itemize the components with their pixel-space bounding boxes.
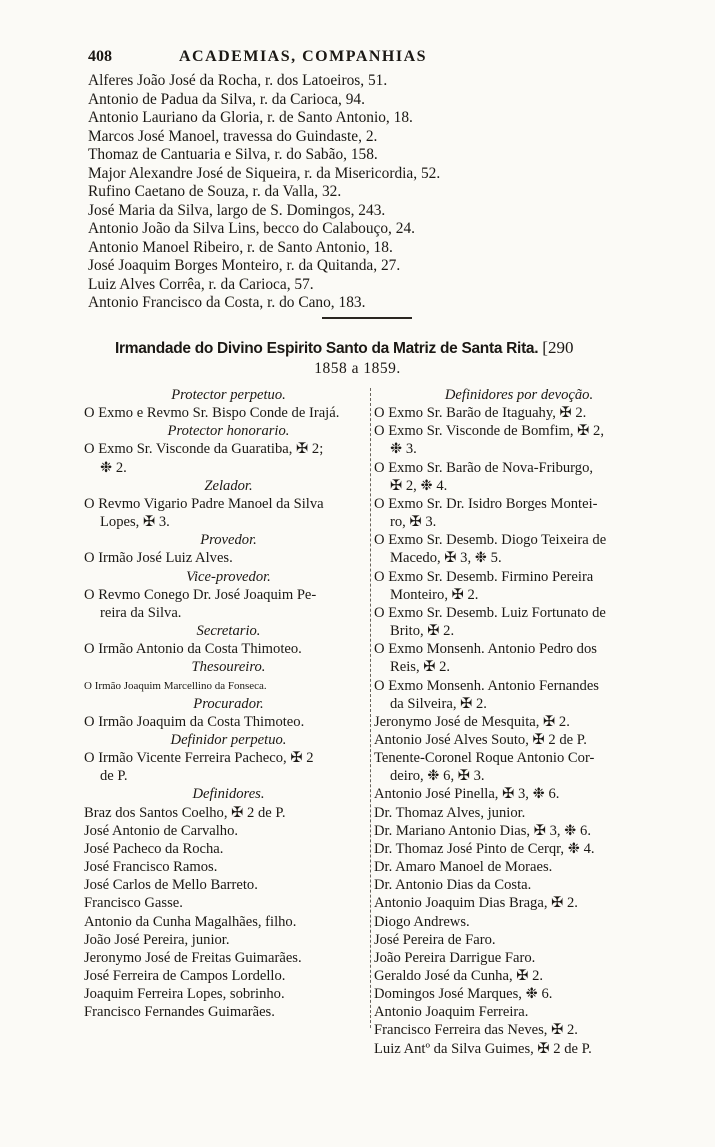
member-entry: Macedo, ✠ 3, ❉ 5. bbox=[390, 550, 502, 567]
member-entry: Dr. Thomaz Alves, junior. bbox=[374, 804, 526, 821]
member-entry: O Exmo Monsenh. Antonio Pedro dos bbox=[374, 641, 597, 658]
member-entry: de P. bbox=[100, 768, 128, 785]
member-entry: João Pereira Darrigue Faro. bbox=[374, 949, 536, 966]
role-heading: Thesoureiro. bbox=[191, 659, 266, 676]
member-entry: reira da Silva. bbox=[100, 604, 182, 621]
address-entry: Major Alexandre José de Siqueira, r. da Misericordia, 52. bbox=[88, 164, 441, 182]
member-entry: Diogo Andrews. bbox=[374, 913, 470, 930]
section-title-text: Irmandade do Divino Espirito Santo da Matriz de Santa Rita. bbox=[115, 340, 539, 357]
role-heading: Definidores. bbox=[192, 786, 265, 803]
address-list bbox=[88, 72, 648, 313]
member-entry: Geraldo José da Cunha, ✠ 2. bbox=[374, 968, 544, 984]
member-entry: José Carlos de Mello Barreto. bbox=[84, 877, 258, 894]
column-divider bbox=[370, 388, 371, 1028]
address-entry: José Joaquim Borges Monteiro, r. da Quitanda, 27. bbox=[88, 257, 401, 274]
member-entry: Francisco Ferreira das Neves, ✠ 2. bbox=[374, 1022, 578, 1039]
role-heading: Zelador. bbox=[204, 477, 253, 494]
member-entry: O Revmo Vigario Padre Manoel da Silva bbox=[84, 495, 324, 512]
address-entry: Thomaz de Cantuaria e Silva, r. do Sabão, 158. bbox=[88, 146, 378, 163]
member-entry: da Silveira, ✠ 2. bbox=[390, 695, 487, 712]
member-entry: O Exmo e Revmo Sr. Bispo Conde de Irajá. bbox=[84, 405, 340, 422]
left-column bbox=[84, 386, 373, 1021]
member-entry: O Irmão Joaquim da Costa Thimoteo. bbox=[84, 713, 305, 730]
member-entry: Jeronymo José de Mesquita, ✠ 2. bbox=[374, 713, 570, 730]
role-heading: Protector perpetuo. bbox=[171, 387, 286, 403]
member-entry: O Revmo Conego Dr. José Joaquim Pe- bbox=[84, 586, 317, 603]
member-entry: João José Pereira, junior. bbox=[84, 931, 230, 948]
address-entry: Luiz Alves Corrêa, r. da Carioca, 57. bbox=[88, 275, 314, 293]
member-entry: deiro, ❉ 6, ✠ 3. bbox=[390, 768, 485, 785]
member-entry: Luiz Antº da Silva Guimes, ✠ 2 de P. bbox=[374, 1040, 592, 1057]
address-entry: José Maria da Silva, largo de S. Domingos, 243. bbox=[88, 201, 386, 219]
member-entry: Lopes, ✠ 3. bbox=[100, 514, 170, 531]
address-entry: Antonio Francisco da Costa, r. do Cano, 183. bbox=[88, 294, 366, 311]
member-entry: O Exmo Sr. Dr. Isidro Borges Montei- bbox=[374, 495, 598, 512]
member-entry: Dr. Mariano Antonio Dias, ✠ 3, ❉ 6. bbox=[374, 822, 591, 839]
member-entry: O Exmo Sr. Visconde da Guaratiba, ✠ 2; bbox=[84, 441, 324, 458]
member-entry: Antonio José Pinella, ✠ 3, ❉ 6. bbox=[374, 786, 560, 803]
role-heading: Vice-provedor. bbox=[186, 568, 271, 585]
member-entry: Tenente-Coronel Roque Antonio Cor- bbox=[374, 750, 595, 767]
section-title bbox=[115, 338, 635, 358]
right-column bbox=[374, 386, 664, 1058]
member-entry: O Exmo Sr. Desemb. Luiz Fortunato de bbox=[374, 604, 606, 621]
section-rule bbox=[322, 317, 412, 319]
member-entry: ❉ 3. bbox=[390, 441, 417, 458]
member-entry: Reis, ✠ 2. bbox=[390, 659, 451, 676]
member-entry: O Irmão Vicente Ferreira Pacheco, ✠ 2 bbox=[84, 750, 314, 767]
address-entry: Marcos José Manoel, travessa do Guindaste, 2. bbox=[88, 127, 378, 145]
member-entry: O Exmo Monsenh. Antonio Fernandes bbox=[374, 677, 599, 694]
member-entry: Dr. Thomaz José Pinto de Cerqr, ❉ 4. bbox=[374, 840, 595, 857]
member-entry: Domingos José Marques, ❉ 6. bbox=[374, 986, 553, 1003]
member-entry: ❉ 2. bbox=[100, 459, 127, 476]
page-header bbox=[88, 48, 518, 72]
member-entry: Francisco Fernandes Guimarães. bbox=[84, 1004, 275, 1021]
member-entry: O Exmo Sr. Desemb. Diogo Teixeira de bbox=[374, 532, 607, 549]
member-entry: José Ferreira de Campos Lordello. bbox=[84, 968, 286, 984]
member-entry: José Francisco Ramos. bbox=[84, 859, 218, 876]
member-entry: Antonio José Alves Souto, ✠ 2 de P. bbox=[374, 731, 587, 748]
member-entry: ro, ✠ 3. bbox=[390, 514, 437, 531]
member-entry: José Antonio de Carvalho. bbox=[84, 822, 239, 839]
address-entry: Alferes João José da Rocha, r. dos Latoeiros, 51. bbox=[88, 72, 388, 89]
member-entry: O Irmão José Luiz Alves. bbox=[84, 550, 233, 567]
member-entry: O Exmo Sr. Barão de Itaguahy, ✠ 2. bbox=[374, 405, 587, 422]
role-heading: Procurador. bbox=[193, 695, 264, 712]
member-entry: Antonio Joaquim Ferreira. bbox=[374, 1004, 529, 1021]
member-entry: O Irmão Antonio da Costa Thimoteo. bbox=[84, 641, 302, 658]
section-ref: [290 bbox=[542, 338, 574, 357]
section-years: 1858 a 1859. bbox=[314, 360, 401, 377]
member-entry: José Pereira de Faro. bbox=[374, 931, 496, 948]
member-entry: Brito, ✠ 2. bbox=[390, 623, 455, 640]
member-entry: O Exmo Sr. Visconde de Bomfim, ✠ 2, bbox=[374, 423, 604, 440]
role-heading: Protector honorario. bbox=[167, 423, 290, 440]
running-title: ACADEMIAS, COMPANHIAS bbox=[178, 48, 428, 65]
member-entry: Antonio Joaquim Dias Braga, ✠ 2. bbox=[374, 895, 578, 912]
role-heading: Definidores por devoção. bbox=[444, 387, 594, 403]
page-number: 408 bbox=[88, 48, 112, 65]
member-entry: Joaquim Ferreira Lopes, sobrinho. bbox=[84, 986, 285, 1003]
address-entry: Antonio João da Silva Lins, becco do Calabouço, 24. bbox=[88, 220, 415, 237]
member-entry: Braz dos Santos Coelho, ✠ 2 de P. bbox=[84, 804, 286, 821]
member-entry: José Pacheco da Rocha. bbox=[84, 840, 224, 857]
member-entry: Jeronymo José de Freitas Guimarães. bbox=[84, 949, 302, 966]
member-entry: Dr. Amaro Manoel de Moraes. bbox=[374, 859, 553, 876]
role-heading: Definidor perpetuo. bbox=[170, 731, 287, 748]
address-entry: Antonio Lauriano da Gloria, r. de Santo Antonio, 18. bbox=[88, 109, 413, 126]
address-entry: Antonio de Padua da Silva, r. da Carioca, 94. bbox=[88, 90, 365, 108]
member-entry: O Irmão Joaquim Marcellino da Fonseca. bbox=[84, 679, 267, 692]
member-entry: Francisco Gasse. bbox=[84, 895, 183, 912]
member-entry: O Exmo Sr. Desemb. Firmino Pereira bbox=[374, 568, 594, 585]
address-entry: Rufino Caetano de Souza, r. da Valla, 32. bbox=[88, 183, 342, 200]
role-heading: Provedor. bbox=[200, 532, 257, 549]
role-heading: Secretario. bbox=[196, 623, 261, 640]
member-entry: O Exmo Sr. Barão de Nova-Friburgo, bbox=[374, 459, 594, 476]
member-entry: Antonio da Cunha Magalhães, filho. bbox=[84, 913, 297, 930]
member-entry: ✠ 2, ❉ 4. bbox=[390, 477, 448, 494]
member-entry: Monteiro, ✠ 2. bbox=[390, 586, 479, 603]
member-entry: Dr. Antonio Dias da Costa. bbox=[374, 877, 532, 894]
address-entry: Antonio Manoel Ribeiro, r. de Santo Antonio, 18. bbox=[88, 238, 393, 256]
